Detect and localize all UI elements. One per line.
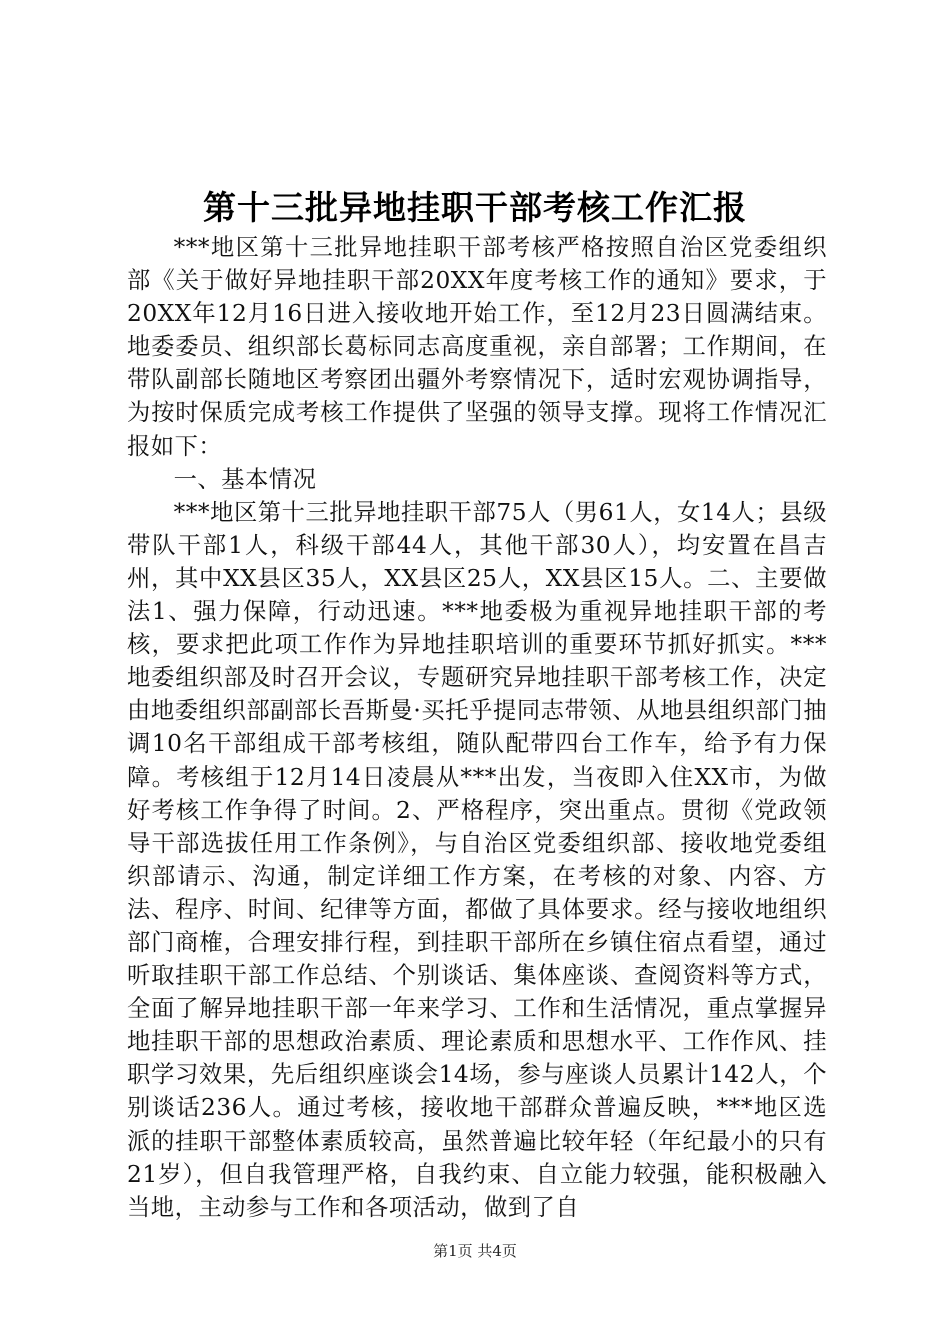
document-title: 第十三批异地挂职干部考核工作汇报 bbox=[203, 188, 747, 227]
paragraph-intro: ***地区第十三批异地挂职干部考核严格按照自治区党委组织部《关于做好异地挂职干部20XX年度考核工作的通知》要求，于20XX年12月16日进入接收地开始工作，至12月23日圆满结束。地委委员、组织部长葛标同志高度重视，亲自部署；工作期间，在带队副部长随地区考察团出疆外考察情况下，适时宏观协调指导，为按时保质完成考核工作提供了坚强的领导支撑。现将工作情况汇报如下： bbox=[127, 234, 827, 460]
page-number: 第1页 bbox=[433, 1242, 473, 1260]
page-footer bbox=[0, 1240, 950, 1262]
page-total: 共4页 bbox=[477, 1242, 517, 1260]
document-body bbox=[127, 231, 827, 1224]
section-heading-basic-info: 一、基本情况 bbox=[173, 465, 317, 493]
paragraph-main: ***地区第十三批异地挂职干部75人（男61人，女14人；县级带队干部1人，科级干部44人，其他干部30人），均安置在昌吉州，其中XX县区35人，XX县区25人，XX县区15人。二、主要做法1、强力保障，行动迅速。***地委极为重视异地挂职干部的考核，要求把此项工作作为异地挂职培训的重要环节抓好抓实。***地委组织部及时召开会议，专题研究异地挂职干部考核工作，决定由地委组织部副部长吾斯曼·买托乎提同志带领、从地县组织部门抽调10名干部组成干部考核组，随队配带四台工作车，给予有力保障。考核组于12月14日凌晨从***出发，当夜即入住XX市，为做好考核工作争得了时间。2、严格程序，突出重点。贯彻《党政领导干部选拔任用工作条例》，与自治区党委组织部、接收地党委组织部请示、沟通，制定详细工作方案，在考核的对象、内容、方法、程序、时间、纪律等方面，都做了具体要求。经与接收地组织部门商榷，合理安排行程，到挂职干部所在乡镇住宿点看望，通过听取挂职干部工作总结、个别谈话、集体座谈、查阅资料等方式，全面了解异地挂职干部一年来学习、工作和生活情况，重点掌握异地挂职干部的思想政治素质、理论素质和思想水平、工作作风、挂职学习效果，先后组织座谈会14场，参与座谈人员累计142人，个别谈话236人。通过考核，接收地干部群众普遍反映，***地区选派的挂职干部整体素质较高，虽然普遍比较年轻（年纪最小的只有21岁），但自我管理严格，自我约束、自立能力较强，能积极融入当地，主动参与工作和各项活动，做到了自 bbox=[127, 498, 827, 1221]
